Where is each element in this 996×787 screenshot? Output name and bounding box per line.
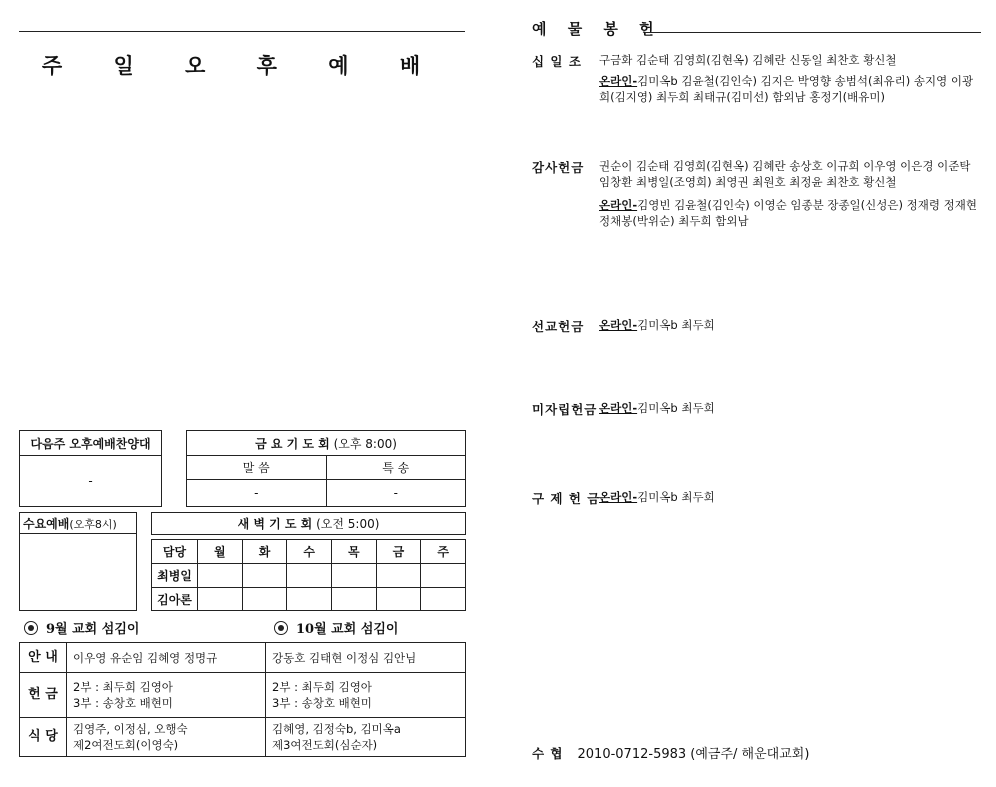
dawn-col-tue: 화: [242, 540, 287, 564]
dawn-prayer-time: (오전 5:00): [316, 517, 380, 531]
future-online: [599, 400, 715, 416]
friday-prayer-box: [186, 430, 466, 507]
mission-label: 선교헌금: [532, 319, 585, 334]
friday-sermon-value: -: [187, 480, 327, 507]
servants-table: [19, 642, 466, 757]
sep-offering-line: 2부 : 최두희 김영아: [73, 680, 173, 694]
dawn-row-name: 김아론: [152, 588, 198, 611]
dawn-col-charge: 담당: [152, 540, 198, 564]
page-title: 주 일 오 후 예 배: [41, 53, 443, 78]
thanks-online-names: 김영빈 김윤철(김인숙) 이영순 임종분 장종일(신성은) 정재령 정재현 정채봉(박위순) 최두희 함외남: [599, 198, 977, 228]
thanks-online: [599, 197, 984, 229]
oct-kitchen: [266, 718, 466, 757]
future-online-names: 김미옥b 최두희: [637, 401, 715, 415]
friday-col-special-song: 특 송: [326, 456, 466, 480]
dawn-cell: [331, 564, 376, 588]
dawn-cell: [376, 564, 421, 588]
sep-kitchen-line: 김영주, 이정심, 오행숙: [73, 722, 188, 736]
oct-offering: [266, 673, 466, 718]
tithe-online-names: 김미옥b 김윤철(김인숙) 김지은 박영향 송범석(최유리) 송지영 이광희(김지영) 최두희 최태규(김미선) 함외남 홍정기(배유미): [599, 74, 974, 104]
dawn-cell: [421, 588, 466, 611]
mission-online: [599, 317, 715, 333]
mission-online-names: 김미옥b 최두희: [637, 318, 715, 332]
dawn-prayer-title: 새 벽 기 도 회: [237, 517, 313, 531]
dawn-col-mon: 월: [198, 540, 243, 564]
next-choir-value: -: [20, 456, 162, 507]
oct-kitchen-line: 김혜영, 김정숙b, 김미옥a: [272, 722, 401, 736]
sep-kitchen: [67, 718, 266, 757]
bank-account: 2010-0712-5983 (예금주/ 해운대교회): [577, 747, 810, 762]
offerings-title: 예 물 봉 헌: [532, 20, 662, 38]
oct-kitchen-line: 제3여전도회(심순자): [272, 738, 378, 752]
next-choir-label: 다음주 오후예배찬양대: [20, 431, 162, 456]
relief-online-names: 김미옥b 최두희: [637, 490, 715, 504]
wednesday-service-box: [19, 512, 137, 611]
dawn-cell: [198, 588, 243, 611]
relief-online: [599, 489, 715, 505]
friday-prayer-time: (오후 8:00): [333, 436, 397, 451]
sep-offering: [67, 673, 266, 718]
mission-online-label: 온라인-: [599, 318, 638, 332]
dawn-col-thu: 목: [331, 540, 376, 564]
bullet-icon: [274, 621, 288, 635]
friday-prayer-header: [187, 431, 466, 456]
dawn-prayer-grid: [151, 539, 466, 611]
friday-col-sermon: 말 씀: [187, 456, 327, 480]
future-online-label: 온라인-: [599, 401, 638, 415]
thanks-names: 권순이 김순태 김영희(김현옥) 김혜란 송상호 이규희 이우영 이은경 이준탁 임창환 최병일(조영희) 최영권 최원호 최정윤 최찬호 황신철: [599, 159, 971, 189]
dawn-cell: [287, 564, 332, 588]
oct-servants-heading: [274, 618, 399, 637]
sep-kitchen-line: 제2여전도회(이영숙): [73, 738, 179, 752]
dawn-prayer-header-box: [151, 512, 466, 535]
dawn-col-fri: 금: [376, 540, 421, 564]
wednesday-service-body: [20, 534, 137, 611]
dawn-cell: [421, 564, 466, 588]
relief-online-label: 온라인-: [599, 490, 638, 504]
sep-offering-line: 3부 : 송창호 배현미: [73, 696, 173, 710]
sep-servants-heading: [24, 618, 139, 637]
bank-info: [532, 743, 809, 762]
dawn-cell: [198, 564, 243, 588]
next-choir-box: [19, 430, 162, 507]
tithe-online-label: 온라인-: [599, 74, 638, 88]
future-label: 미자립헌금: [532, 402, 598, 417]
serve-label-kitchen: 식 당: [20, 718, 67, 757]
title-rule: [19, 31, 465, 32]
dawn-col-sun: 주: [421, 540, 466, 564]
thanks-label: 감사헌금: [532, 160, 585, 175]
thanks-online-label: 온라인-: [599, 198, 638, 212]
friday-special-song-value: -: [326, 480, 466, 507]
tithe-names: 구금화 김순태 김영희(김현옥) 김혜란 신동일 최찬호 황신철: [599, 53, 897, 67]
tithe-label: 십 일 조: [532, 54, 582, 69]
relief-label: 구 제 헌 금: [532, 491, 601, 506]
wednesday-service-label: 수요예배: [23, 516, 70, 531]
dawn-prayer-header: [152, 513, 466, 535]
serve-label-offering: 헌 금: [20, 673, 67, 718]
offerings-title-rule: [645, 32, 981, 33]
dawn-col-wed: 수: [287, 540, 332, 564]
dawn-cell: [376, 588, 421, 611]
tithe-online: [599, 73, 984, 105]
wednesday-service-header: [20, 513, 137, 534]
bullet-icon: [24, 621, 38, 635]
bank-label: 수 협: [532, 746, 564, 761]
oct-offering-line: 2부 : 최두희 김영아: [272, 680, 372, 694]
dawn-row-name: 최병일: [152, 564, 198, 588]
dawn-cell: [242, 588, 287, 611]
oct-offering-line: 3부 : 송창호 배현미: [272, 696, 372, 710]
sep-usher: 이우영 유순임 김혜영 정명규: [67, 643, 266, 673]
dawn-cell: [331, 588, 376, 611]
oct-usher: 강동호 김태현 이정심 김안님: [266, 643, 466, 673]
oct-servants-label: 10월 교회 섬김이: [296, 622, 399, 637]
sep-servants-label: 9월 교회 섬김이: [46, 622, 140, 637]
serve-label-usher: 안 내: [20, 643, 67, 673]
dawn-cell: [287, 588, 332, 611]
dawn-cell: [242, 564, 287, 588]
wednesday-service-time: (오후8시): [69, 517, 117, 531]
friday-prayer-title: 금 요 기 도 회: [255, 436, 330, 451]
